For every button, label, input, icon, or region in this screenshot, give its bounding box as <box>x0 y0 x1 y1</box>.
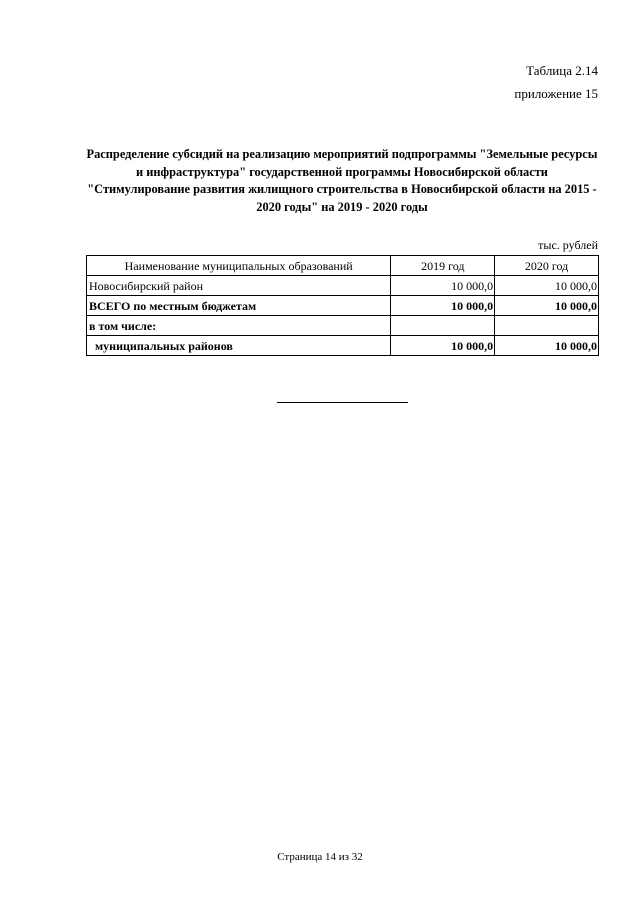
separator-line <box>277 402 408 403</box>
column-header-2019: 2019 год <box>391 256 495 276</box>
row-value-2020: 10 000,0 <box>495 336 599 356</box>
table-row <box>87 276 599 296</box>
column-header-2020: 2020 год <box>495 256 599 276</box>
row-value-2020: 10 000,0 <box>495 296 599 316</box>
column-header-name: Наименование муниципальных образований <box>87 256 391 276</box>
subsidy-table <box>86 255 599 356</box>
table-row-municipal-districts <box>87 336 599 356</box>
row-value-2019: 10 000,0 <box>391 296 495 316</box>
row-name: в том числе: <box>87 316 391 336</box>
units-label: тыс. рублей <box>538 238 598 252</box>
table-row-total <box>87 296 599 316</box>
document-title: Распределение субсидий на реализацию мероприятий подпрограммы "Земельные ресурсы и инфраструктура" государственной программы Новосибирской области "Стимулирование развития жилищного строительства в Новосибирской области на 2015 - 2020 годы" на 2019 - 2020 годы <box>86 147 598 214</box>
row-value-2020 <box>495 316 599 336</box>
appendix-label: приложение 15 <box>514 86 598 101</box>
row-name: ВСЕГО по местным бюджетам <box>87 296 391 316</box>
row-name: Новосибирский район <box>87 276 391 296</box>
row-value-2019: 10 000,0 <box>391 276 495 296</box>
table-header-row <box>87 256 599 276</box>
row-value-2019: 10 000,0 <box>391 336 495 356</box>
page-number: Страница 14 из 32 <box>277 851 363 863</box>
row-name: муниципальных районов <box>87 336 391 356</box>
table-row-including <box>87 316 599 336</box>
row-value-2019 <box>391 316 495 336</box>
row-value-2020: 10 000,0 <box>495 276 599 296</box>
table-number: Таблица 2.14 <box>526 63 598 78</box>
